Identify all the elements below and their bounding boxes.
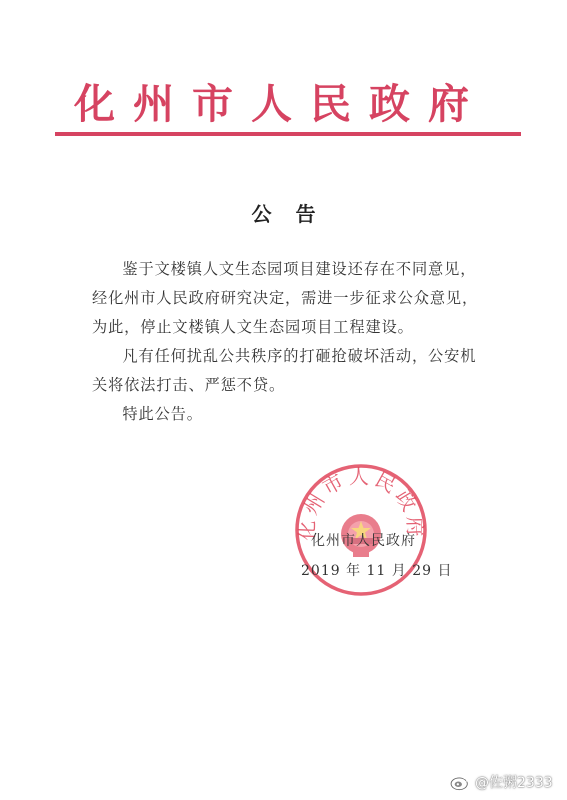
- signature-issuer: 化州市人民政府: [311, 533, 416, 549]
- header-red-rule: [55, 132, 521, 136]
- notice-paragraph: 鉴于文楼镇人文生态园项目建设还存在不同意见，经化州市人民政府研究决定，需进一步征求公众意见，为此，停止文楼镇人文生态园项目工程建设。: [92, 260, 479, 336]
- notice-paragraph: 特此公告。: [122, 405, 203, 423]
- weibo-watermark: [450, 771, 553, 793]
- watermark-handle: @佐粥2333: [475, 775, 553, 791]
- notice-paragraph: 凡有任何扰乱公共秩序的打砸抢破坏活动，公安机关将依法打击、严惩不贷。: [92, 347, 477, 394]
- svg-text:化州市人民政府: 化州市人民政府: [294, 464, 428, 541]
- notice-title: 公告: [251, 202, 340, 226]
- notice-date: 2019 年 11 月 29 日: [301, 563, 453, 579]
- weibo-icon: [450, 773, 472, 791]
- issuer-header-title: 化州市人民政府: [74, 80, 487, 128]
- notice-body: [92, 255, 492, 429]
